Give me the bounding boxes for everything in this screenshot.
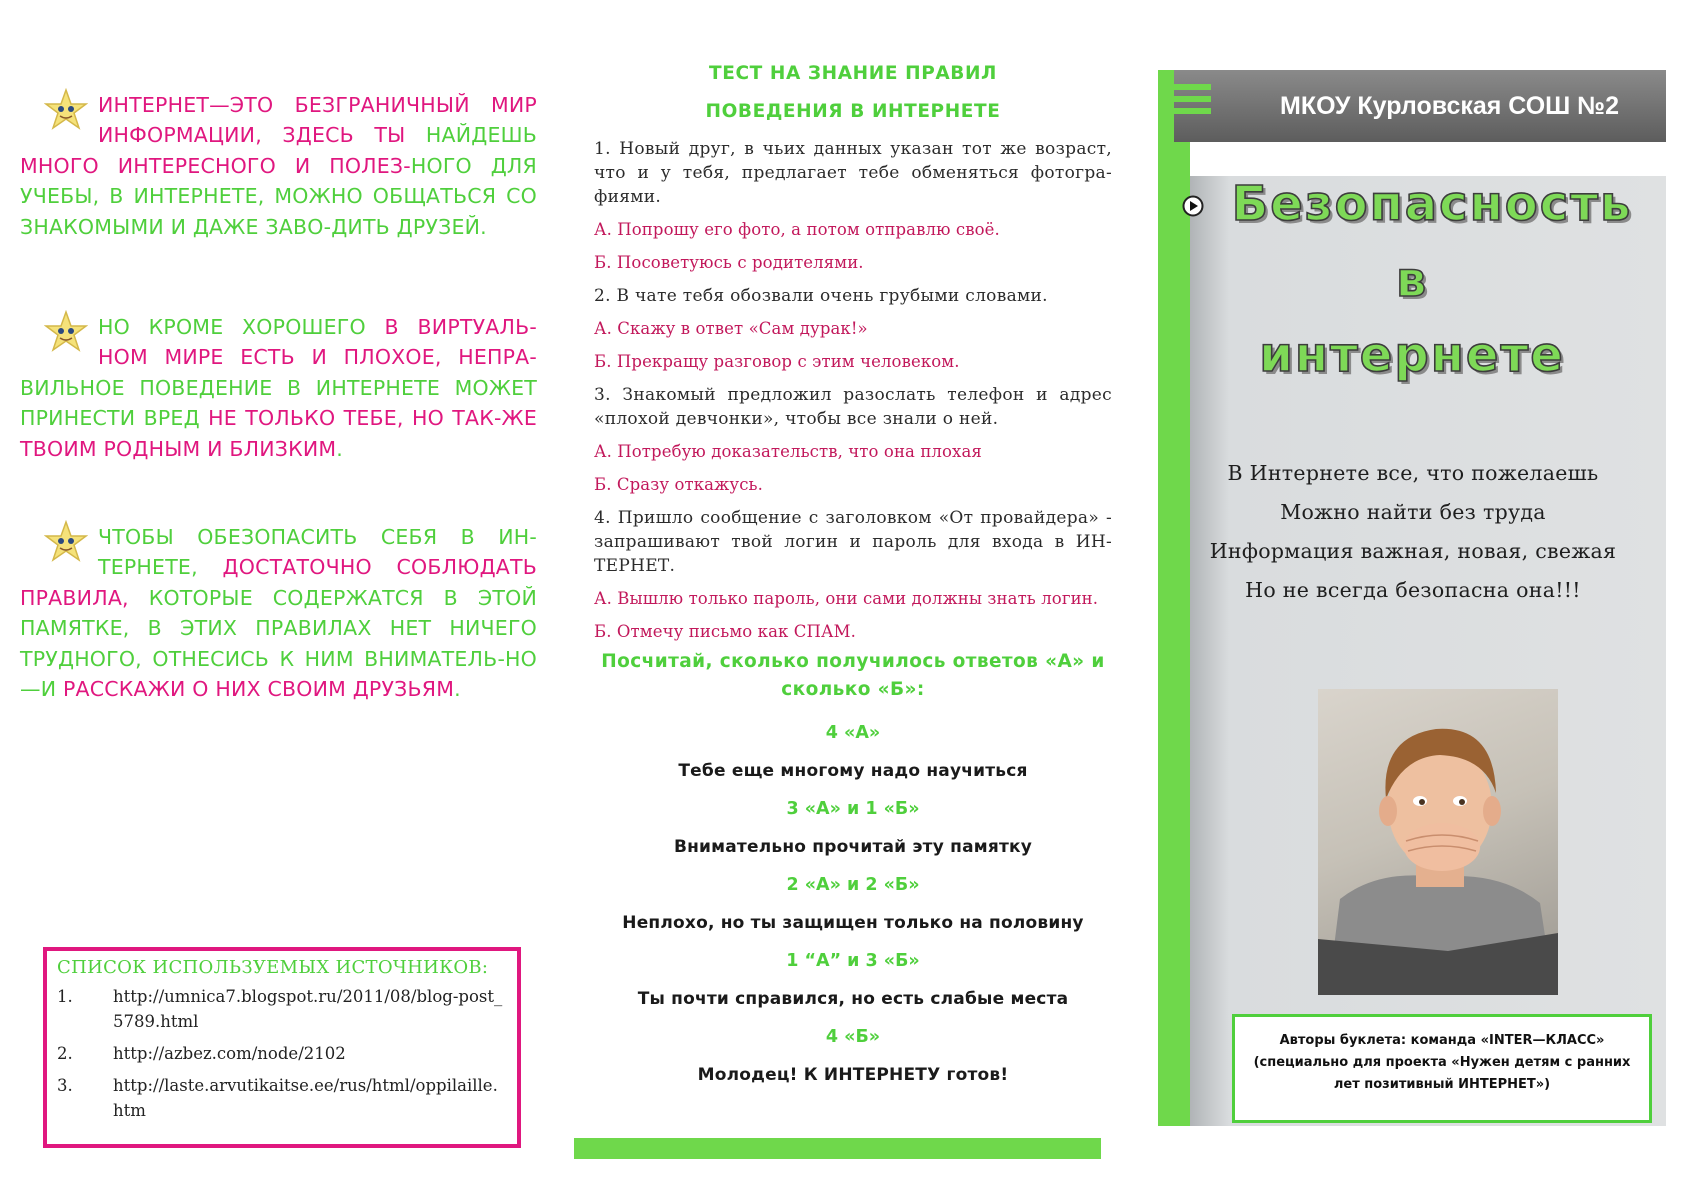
authors-box xyxy=(1232,1014,1652,1123)
result-score-1: 4 «А» xyxy=(825,723,881,743)
answer-4a: А. Вышлю только пароль, они сами должны знать логин. xyxy=(594,589,1099,608)
warning-pink-1: В ВИРТУАЛЬ-НОМ МИРЕ ЕСТЬ И ПЛОХОЕ, НЕПРА- xyxy=(98,315,537,370)
question-1: 1. Новый друг, в чьих данных указан тот же возраст, что и у тебя, предлагает тебе обменяться фотогра-фиями. xyxy=(594,139,1112,207)
cover-title-line-3: интернете xyxy=(1259,327,1565,383)
question-4: 4. Пришло сообщение с заголовком «От провайдера» - запрашивают твой логин и пароль для входа в ИН-ТЕРНЕТ. xyxy=(594,508,1112,576)
poem-line-1: В Интернете все, что пожелаешь xyxy=(1227,461,1599,485)
count-instruction: Посчитай, сколько получилось ответов «А» и сколько «Б»: xyxy=(601,651,1105,700)
source-number: 3. xyxy=(57,1076,73,1095)
warning-green-1: НО КРОМЕ ХОРОШЕГО xyxy=(98,315,366,339)
quiz-title-line-1: ТЕСТ НА ЗНАНИЕ ПРАВИЛ xyxy=(708,63,998,84)
poem-line-3: Информация важная, новая, свежая xyxy=(1209,539,1617,563)
source-item xyxy=(57,1073,507,1123)
poem-line-4: Но не всегда безопасна она!!! xyxy=(1245,578,1581,602)
quiz-title-line-2: ПОВЕДЕНИЯ В ИНТЕРНЕТЕ xyxy=(705,101,1001,122)
cover-poem xyxy=(1178,454,1648,610)
result-score-4: 1 “А” и 3 «Б» xyxy=(786,951,920,971)
star-smiley-icon xyxy=(20,520,98,580)
answer-1a: А. Попрошу его фото, а потом отправлю своё. xyxy=(594,220,1000,239)
warning-green-3: . xyxy=(336,436,343,461)
star-smiley-icon xyxy=(20,88,98,148)
result-text-1: Тебе еще многому надо научиться xyxy=(678,761,1028,781)
source-number: 1. xyxy=(57,987,73,1006)
rules-green-3: . xyxy=(454,677,461,702)
cover-title-line-2: в xyxy=(1395,252,1429,308)
result-score-3: 2 «А» и 2 «Б» xyxy=(786,875,920,895)
school-header xyxy=(1174,70,1666,142)
header-divider xyxy=(1174,142,1666,176)
surprised-boy-photo xyxy=(1318,689,1558,995)
result-text-2: Внимательно прочитай эту памятку xyxy=(673,837,1033,857)
authors-line-2: (специально для проекта «Нужен детям с ранних xyxy=(1253,1055,1631,1070)
source-link[interactable]: http://azbez.com/node/2102 xyxy=(113,1044,346,1063)
result-text-4: Ты почти справился, но есть слабые места xyxy=(637,989,1069,1009)
answer-2a: А. Скажу в ответ «Сам дурак!» xyxy=(594,319,868,338)
star-smiley-icon xyxy=(20,310,98,370)
question-3: 3. Знакомый предложил разослать телефон и адрес «плохой девчонки», чтобы все знали о ней. xyxy=(594,385,1112,429)
rules-pink-2: РАССКАЖИ О НИХ СВОИМ ДРУЗЬЯМ xyxy=(56,677,455,702)
answer-4b: Б. Отмечу письмо как СПАМ. xyxy=(594,622,856,641)
intro-rest-1: БЕЗГРАНИЧНЫЙ МИР ИНФОРМАЦИИ, ЗДЕСЬ ТЫ xyxy=(98,93,537,148)
intro-paragraph xyxy=(20,90,537,242)
source-link[interactable]: http://umnica7.blogspot.ru/2011/08/blog-post_5789.html xyxy=(113,987,503,1031)
result-text-3: Неплохо, но ты защищен только на половину xyxy=(622,913,1084,933)
warning-pink-2: НЕ ТОЛЬКО ТЕБЕ, НО ТАК-ЖЕ ТВОИМ РОДНЫМ И БЛИЗКИМ xyxy=(20,406,537,461)
rules-green-1: ЧТОБЫ ОБЕЗОПАСИТЬ СЕБЯ В ИН-ТЕРНЕТЕ, xyxy=(98,525,537,580)
intro-green-2: НОГО ДЛЯ УЧЕБЫ, В ИНТЕРНЕТЕ, МОЖНО ОБЩАТЬСЯ СО ЗНАКОМЫМИ И ДАЖЕ ЗАВО-ДИТЬ ДРУЗЕЙ. xyxy=(20,153,537,239)
result-score-5: 4 «Б» xyxy=(825,1027,881,1047)
quiz-column xyxy=(594,55,1112,1094)
answer-3b: Б. Сразу откажусь. xyxy=(594,475,763,494)
menu-icon xyxy=(1173,84,1211,120)
answer-1b: Б. Посоветуюсь с родителями. xyxy=(594,253,864,272)
authors-line-3: лет позитивный ИНТЕРНЕТ») xyxy=(1333,1077,1551,1092)
result-score-2: 3 «А» и 1 «Б» xyxy=(786,799,920,819)
rules-green-2: КОТОРЫЕ СОДЕРЖАТСЯ В ЭТОЙ ПАМЯТКЕ, В ЭТИХ ПРАВИЛАХ НЕТ НИЧЕГО ТРУДНОГО, ОТНЕСИСЬ К НИМ ВНИМАТЕЛЬ-НО—И xyxy=(20,585,537,702)
intro-pink-1: ИНТЕРНЕТ—ЭТО xyxy=(98,93,274,117)
rules-pink-1: ДОСТАТОЧНО СОБЛЮДАТЬ ПРАВИЛА, xyxy=(20,555,537,610)
intro-green-1: НАЙДЕШЬ xyxy=(425,123,537,148)
source-item xyxy=(57,984,507,1034)
source-link[interactable]: http://laste.arvutikaitse.ee/rus/html/oppilaille.htm xyxy=(113,1076,498,1120)
cover-green-edge xyxy=(1158,70,1175,1126)
rules-paragraph xyxy=(20,522,537,704)
school-name: МКОУ Курловская СОШ №2 xyxy=(1280,92,1620,120)
bottom-green-bar xyxy=(574,1138,1101,1159)
sources-heading: СПИСОК ИСПОЛЬЗУЕМЫХ ИСТОЧНИКОВ: xyxy=(57,957,489,978)
authors-line-1: Авторы буклета: команда «INTER—КЛАСС» xyxy=(1279,1033,1605,1048)
source-item xyxy=(57,1041,507,1066)
poem-line-2: Можно найти без труда xyxy=(1280,500,1546,524)
answer-2b: Б. Прекращу разговор с этим человеком. xyxy=(594,352,960,371)
source-number: 2. xyxy=(57,1044,73,1063)
intro-pink-2: МНОГО ИНТЕРЕСНОГО И ПОЛЕЗ- xyxy=(20,153,411,178)
sources-box xyxy=(43,947,521,1148)
answer-3a: А. Потребую доказательств, что она плохая xyxy=(594,442,982,461)
question-2: 2. В чате тебя обозвали очень грубыми словами. xyxy=(594,286,1048,306)
warning-paragraph xyxy=(20,312,537,464)
warning-green-2: ВИЛЬНОЕ ПОВЕДЕНИЕ В ИНТЕРНЕТЕ МОЖЕТ ПРИНЕСТИ ВРЕД xyxy=(20,375,537,431)
cover-title-line-1: Безопасность xyxy=(1231,176,1633,232)
result-text-5: Молодец! К ИНТЕРНЕТУ готов! xyxy=(697,1065,1009,1085)
